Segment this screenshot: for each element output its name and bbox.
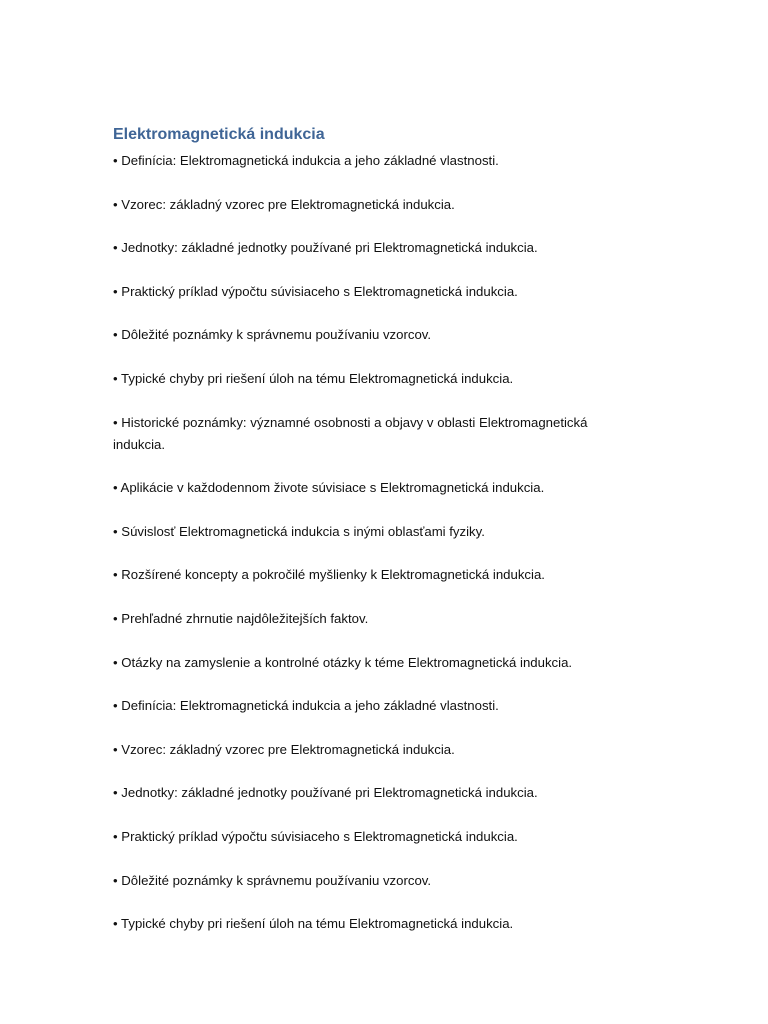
list-item: • Typické chyby pri riešení úloh na tému Elektromagnetická indukcia. xyxy=(113,916,514,932)
list-item: • Prehľadné zhrnutie najdôležitejších faktov. xyxy=(113,610,369,626)
list-item: • Praktický príklad výpočtu súvisiaceho s Elektromagnetická indukcia. xyxy=(113,283,518,299)
bullet-list xyxy=(113,150,643,957)
list-item: • Historické poznámky: významné osobnosti a objavy v oblasti Elektromagnetická indukcia. xyxy=(113,414,588,452)
list-item: • Vzorec: základný vzorec pre Elektromagnetická indukcia. xyxy=(113,196,455,212)
list-item: • Dôležité poznámky k správnemu používaniu vzorcov. xyxy=(113,327,432,343)
list-item: • Definícia: Elektromagnetická indukcia a jeho základné vlastnosti. xyxy=(113,698,499,714)
list-item: • Definícia: Elektromagnetická indukcia a jeho základné vlastnosti. xyxy=(113,153,499,168)
document-heading: Elektromagnetická indukcia xyxy=(113,126,325,143)
list-item: • Jednotky: základné jednotky používané pri Elektromagnetická indukcia. xyxy=(113,785,538,801)
list-item: • Rozšírené koncepty a pokročilé myšlienky k Elektromagnetická indukcia. xyxy=(113,567,545,583)
list-item: • Praktický príklad výpočtu súvisiaceho s Elektromagnetická indukcia. xyxy=(113,828,518,844)
list-item: • Aplikácie v každodennom živote súvisiace s Elektromagnetická indukcia. xyxy=(113,480,545,496)
list-item: • Súvislosť Elektromagnetická indukcia s inými oblasťami fyziky. xyxy=(113,523,485,539)
list-item: • Dôležité poznámky k správnemu používaniu vzorcov. xyxy=(113,872,432,888)
list-item: • Jednotky: základné jednotky používané pri Elektromagnetická indukcia. xyxy=(113,240,538,256)
list-item: • Otázky na zamyslenie a kontrolné otázky k téme Elektromagnetická indukcia. xyxy=(113,654,573,670)
list-item: • Vzorec: základný vzorec pre Elektromagnetická indukcia. xyxy=(113,741,455,757)
list-item: • Typické chyby pri riešení úloh na tému Elektromagnetická indukcia. xyxy=(113,370,514,386)
